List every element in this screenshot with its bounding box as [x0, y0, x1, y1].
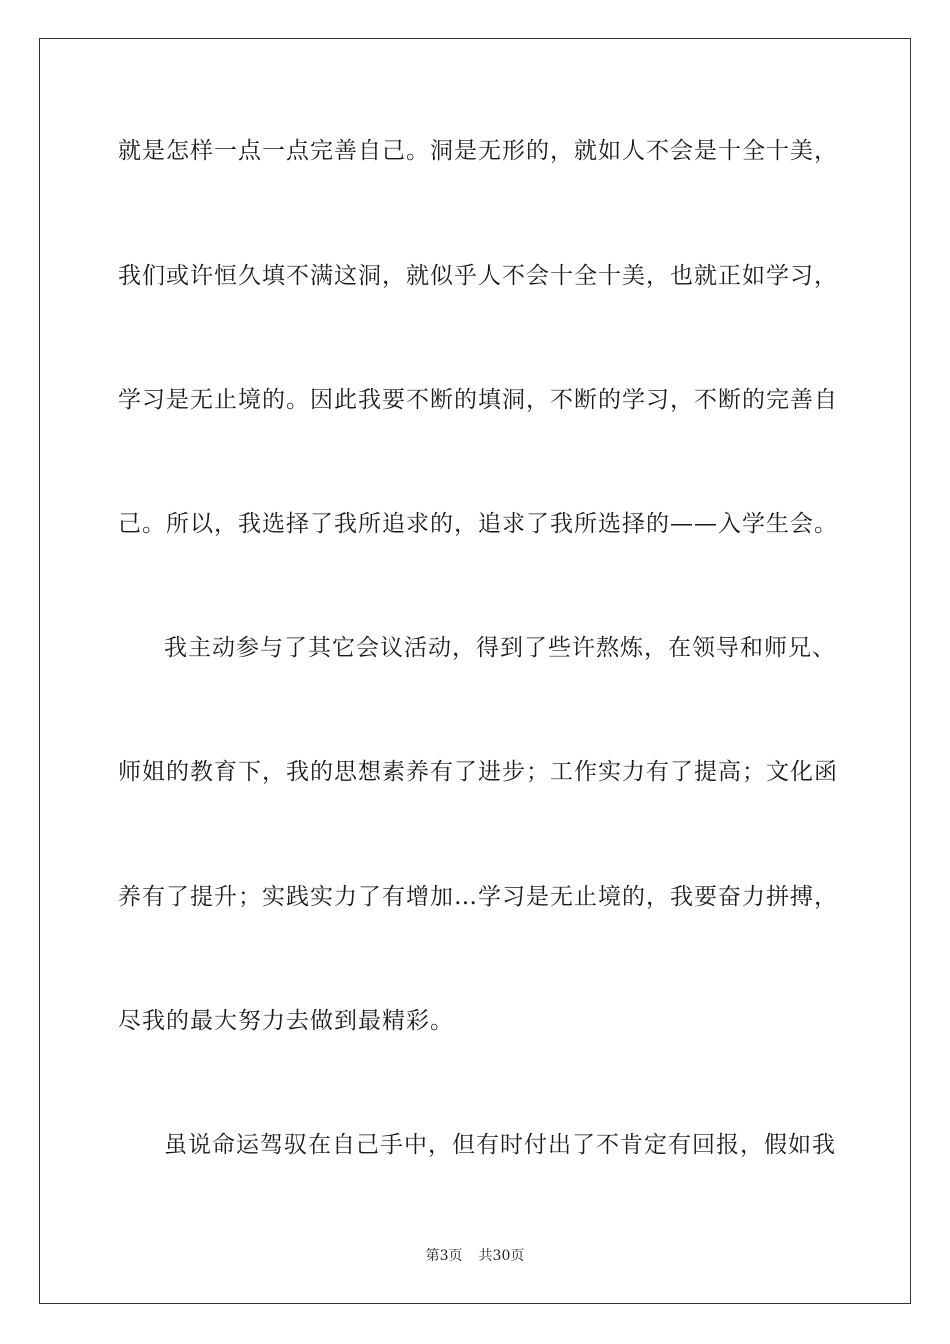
paragraph-first-line: 虽说命运驾驭在自己手中，但有时付出了不肯定有回报，假如我 [164, 1132, 836, 1158]
body-text-line: 己。所以，我选择了我所追求的，追求了我所选择的——入学生会。 [118, 511, 838, 537]
body-text-line: 尽我的最大努力去做到最精彩。 [118, 1008, 454, 1034]
page-number: 第3页 [425, 1248, 463, 1264]
body-text-line: 学习是无止境的。因此我要不断的填洞，不断的学习，不断的完善自 [118, 387, 838, 413]
paragraph-first-line: 我主动参与了其它会议活动，得到了些许熬炼，在领导和师兄、 [164, 635, 836, 661]
body-text-line: 我们或许恒久填不满这洞，就似乎人不会十全十美，也就正如学习， [118, 263, 838, 289]
body-text-line: 养有了提升；实践实力了有增加…学习是无止境的，我要奋力拼搏， [118, 884, 838, 910]
body-text-line: 就是怎样一点一点完善自己。洞是无形的，就如人不会是十全十美， [118, 138, 838, 164]
page-footer [0, 1247, 950, 1265]
body-text-line: 师姐的教育下，我的思想素养有了进步；工作实力有了提高；文化函 [118, 759, 838, 785]
page-total: 共30页 [478, 1248, 525, 1264]
page-frame [39, 38, 911, 1304]
